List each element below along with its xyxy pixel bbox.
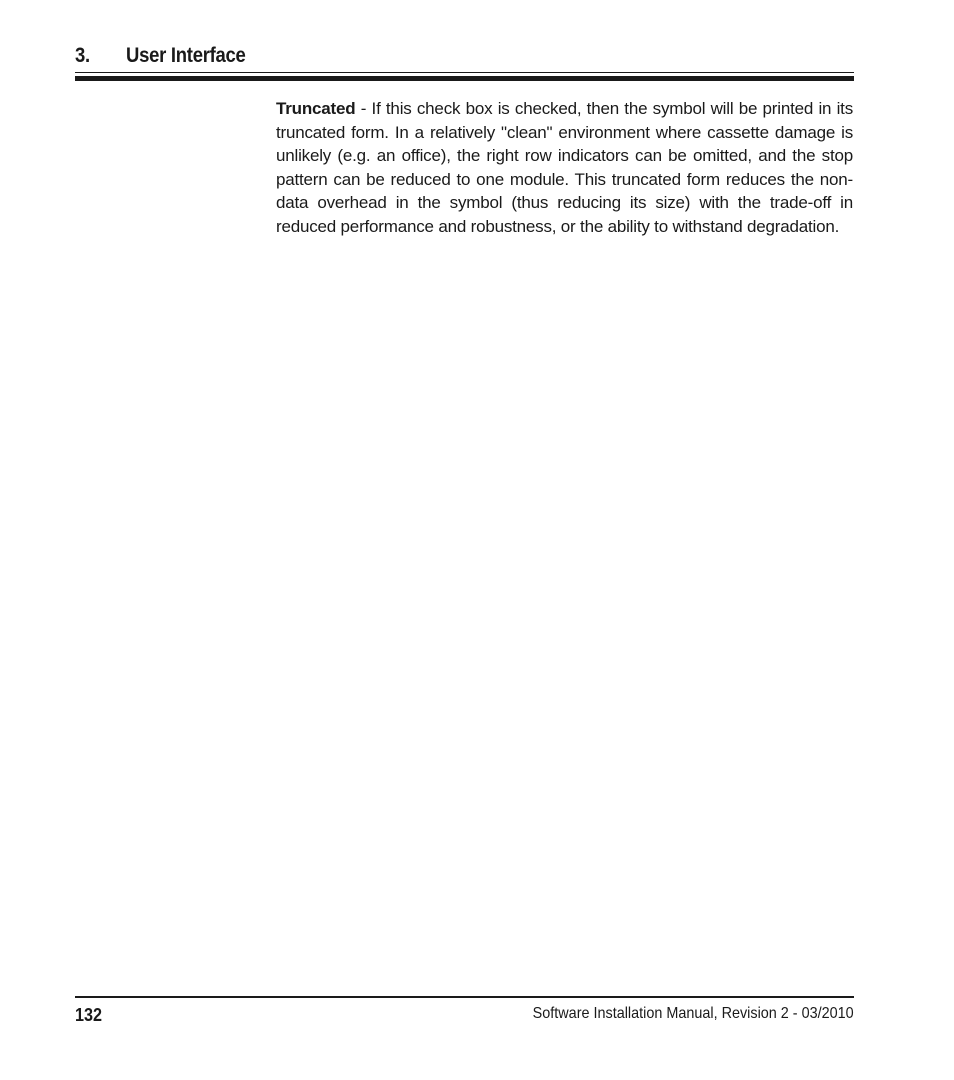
header-rule-thick xyxy=(75,76,854,81)
page-header xyxy=(75,44,854,72)
footer-rule xyxy=(75,996,854,998)
section-title: User Interface xyxy=(126,44,246,67)
header-rule-thin xyxy=(75,72,854,73)
term-label: Truncated xyxy=(276,99,356,118)
term-description: - If this check box is checked, then the symbol will be printed in its truncated form. In a relatively "clean" environment where cassette damage is unlikely (e.g. an office), the right row indicators can be omitted, and the stop pattern can be reduced to one module. This truncated form reduces the non-data overhead in the symbol (thus reducing its size) with the trade-off in reduced performance and robustness, or the ability to withstand degradation. xyxy=(276,99,853,236)
body-paragraph xyxy=(276,97,853,238)
section-number: 3. xyxy=(75,44,90,67)
document-title: Software Installation Manual, Revision 2 - 03/2010 xyxy=(533,1005,854,1022)
page-number: 132 xyxy=(75,1005,103,1025)
